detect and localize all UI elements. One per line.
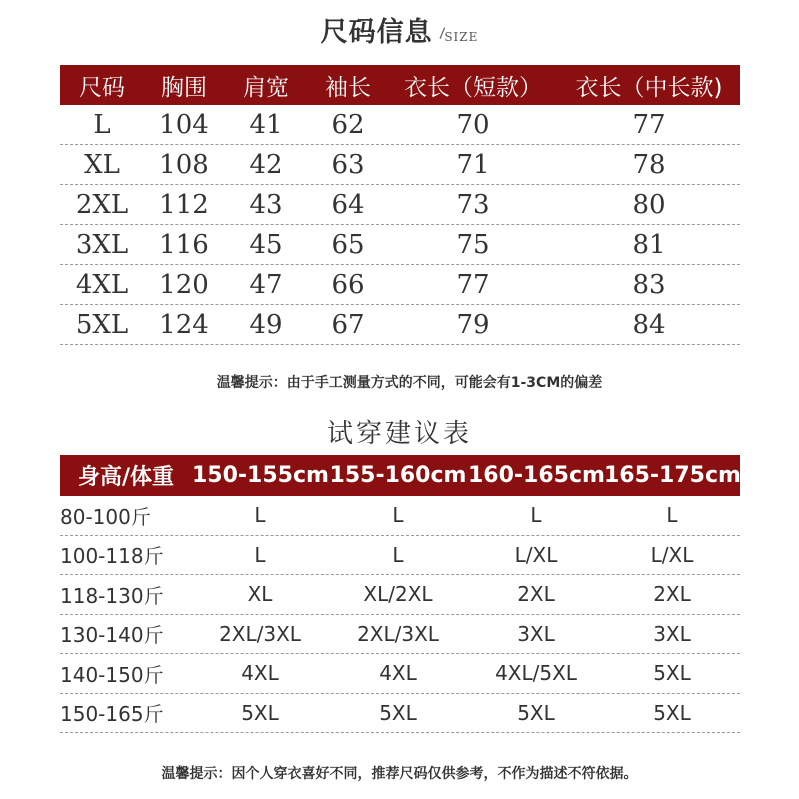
table-cell: 140-150斤 bbox=[60, 662, 164, 687]
table-cell: L bbox=[530, 503, 542, 528]
header-cell: 165-175cm bbox=[604, 463, 741, 488]
table-cell: 80-100斤 bbox=[60, 504, 151, 529]
table-cell: 49 bbox=[249, 309, 283, 340]
table-cell: 64 bbox=[331, 189, 365, 220]
table-cell: 63 bbox=[331, 149, 365, 180]
table-cell: 4XL bbox=[75, 269, 129, 300]
table-cell: 84 bbox=[632, 309, 666, 340]
header-cell: 袖长 bbox=[325, 74, 371, 101]
size-table-header bbox=[60, 65, 740, 105]
table-cell: 83 bbox=[632, 269, 666, 300]
header-cell: 160-165cm bbox=[468, 463, 605, 488]
table-cell: 124 bbox=[159, 309, 209, 340]
table-cell: 116 bbox=[159, 229, 209, 260]
table-row bbox=[60, 145, 740, 185]
table-cell: 104 bbox=[159, 109, 209, 140]
table-cell: 80 bbox=[632, 189, 666, 220]
table-cell: L/XL bbox=[514, 542, 558, 567]
table-cell: 62 bbox=[331, 109, 365, 140]
table-cell: 5XL bbox=[379, 700, 417, 725]
slash-decoration: \ bbox=[434, 25, 450, 42]
table-cell: 118-130斤 bbox=[60, 583, 164, 608]
table-cell: 100-118斤 bbox=[60, 544, 164, 569]
table-cell: 2XL bbox=[653, 582, 691, 607]
table-cell: 5XL bbox=[517, 700, 555, 725]
table-row bbox=[60, 105, 740, 145]
table-cell: 120 bbox=[159, 269, 209, 300]
header-cell: 150-155cm bbox=[192, 463, 329, 488]
table-cell: 2XL bbox=[75, 189, 129, 220]
table-cell: 75 bbox=[456, 229, 490, 260]
table-row bbox=[60, 615, 740, 655]
table-cell: 130-140斤 bbox=[60, 623, 164, 648]
table-cell: 5XL bbox=[75, 309, 129, 340]
table-row bbox=[60, 225, 740, 265]
table-cell: 3XL bbox=[653, 621, 691, 646]
table-cell: 65 bbox=[331, 229, 365, 260]
table-cell: L bbox=[392, 542, 404, 567]
table-row bbox=[60, 575, 740, 615]
table-cell: 4XL/5XL bbox=[495, 661, 577, 686]
table-row bbox=[60, 496, 740, 536]
header-cell: 身高/体重 bbox=[77, 465, 175, 490]
table-cell: 112 bbox=[159, 189, 209, 220]
table-cell: 77 bbox=[456, 269, 490, 300]
size-table-title-suffix: SIZE bbox=[444, 30, 479, 44]
table-cell: L bbox=[254, 503, 266, 528]
table-cell: 2XL/3XL bbox=[357, 621, 439, 646]
table-cell: 4XL bbox=[379, 661, 417, 686]
table-cell: 2XL bbox=[517, 582, 555, 607]
table-cell: 77 bbox=[632, 109, 666, 140]
size-table-title bbox=[0, 10, 799, 49]
table-cell: 71 bbox=[456, 149, 490, 180]
table-cell: 73 bbox=[456, 189, 490, 220]
table-row bbox=[60, 694, 740, 734]
table-cell: L bbox=[93, 109, 111, 140]
table-cell: 47 bbox=[249, 269, 283, 300]
table-cell: 70 bbox=[456, 109, 490, 140]
table-cell: 3XL bbox=[517, 621, 555, 646]
table-cell: XL bbox=[247, 582, 273, 607]
table-row bbox=[60, 305, 740, 345]
table-cell: 78 bbox=[632, 149, 666, 180]
table-row bbox=[60, 654, 740, 694]
table-cell: 5XL bbox=[241, 700, 279, 725]
table-cell: XL bbox=[84, 149, 120, 180]
table-cell: 45 bbox=[249, 229, 283, 260]
size-table-note: 温馨提示：由于手工测量方式的不同，可能会有1-3CM的偏差 bbox=[216, 375, 603, 391]
fit-table-title: 试穿建议表 bbox=[326, 419, 472, 449]
table-cell: 5XL bbox=[653, 661, 691, 686]
header-cell: 155-160cm bbox=[329, 463, 467, 488]
table-row bbox=[60, 536, 740, 576]
header-cell: 衣长（中长款) bbox=[575, 74, 723, 101]
table-cell: 2XL/3XL bbox=[219, 621, 301, 646]
fit-table-body bbox=[60, 496, 740, 733]
table-cell: 3XL bbox=[75, 229, 129, 260]
header-cell: 胸围 bbox=[161, 74, 207, 101]
table-cell: 81 bbox=[632, 229, 666, 260]
fit-table-header bbox=[60, 455, 740, 496]
size-table-body bbox=[60, 105, 740, 345]
table-cell: 79 bbox=[456, 309, 490, 340]
table-cell: 43 bbox=[249, 189, 283, 220]
table-cell: 67 bbox=[331, 309, 365, 340]
table-cell: L bbox=[666, 503, 678, 528]
table-cell: L/XL bbox=[650, 542, 694, 567]
table-cell: 150-165斤 bbox=[60, 702, 164, 727]
size-table-title-text: 尺码信息 bbox=[320, 17, 433, 48]
table-cell: L bbox=[254, 542, 266, 567]
table-cell: 66 bbox=[331, 269, 365, 300]
table-cell: 4XL bbox=[241, 661, 279, 686]
header-cell: 肩宽 bbox=[243, 74, 289, 101]
table-cell: XL/2XL bbox=[363, 582, 433, 607]
header-cell: 尺码 bbox=[79, 74, 125, 101]
table-cell: 41 bbox=[249, 109, 283, 140]
table-row bbox=[60, 185, 740, 225]
table-cell: 42 bbox=[249, 149, 283, 180]
header-cell: 衣长（短款） bbox=[404, 74, 542, 101]
table-row bbox=[60, 265, 740, 305]
table-cell: 108 bbox=[159, 149, 209, 180]
table-cell: 5XL bbox=[653, 700, 691, 725]
table-cell: L bbox=[392, 503, 404, 528]
fit-table-note: 温馨提示：因个人穿衣喜好不同，推荐尺码仅供参考，不作为描述不符依据。 bbox=[161, 766, 638, 782]
